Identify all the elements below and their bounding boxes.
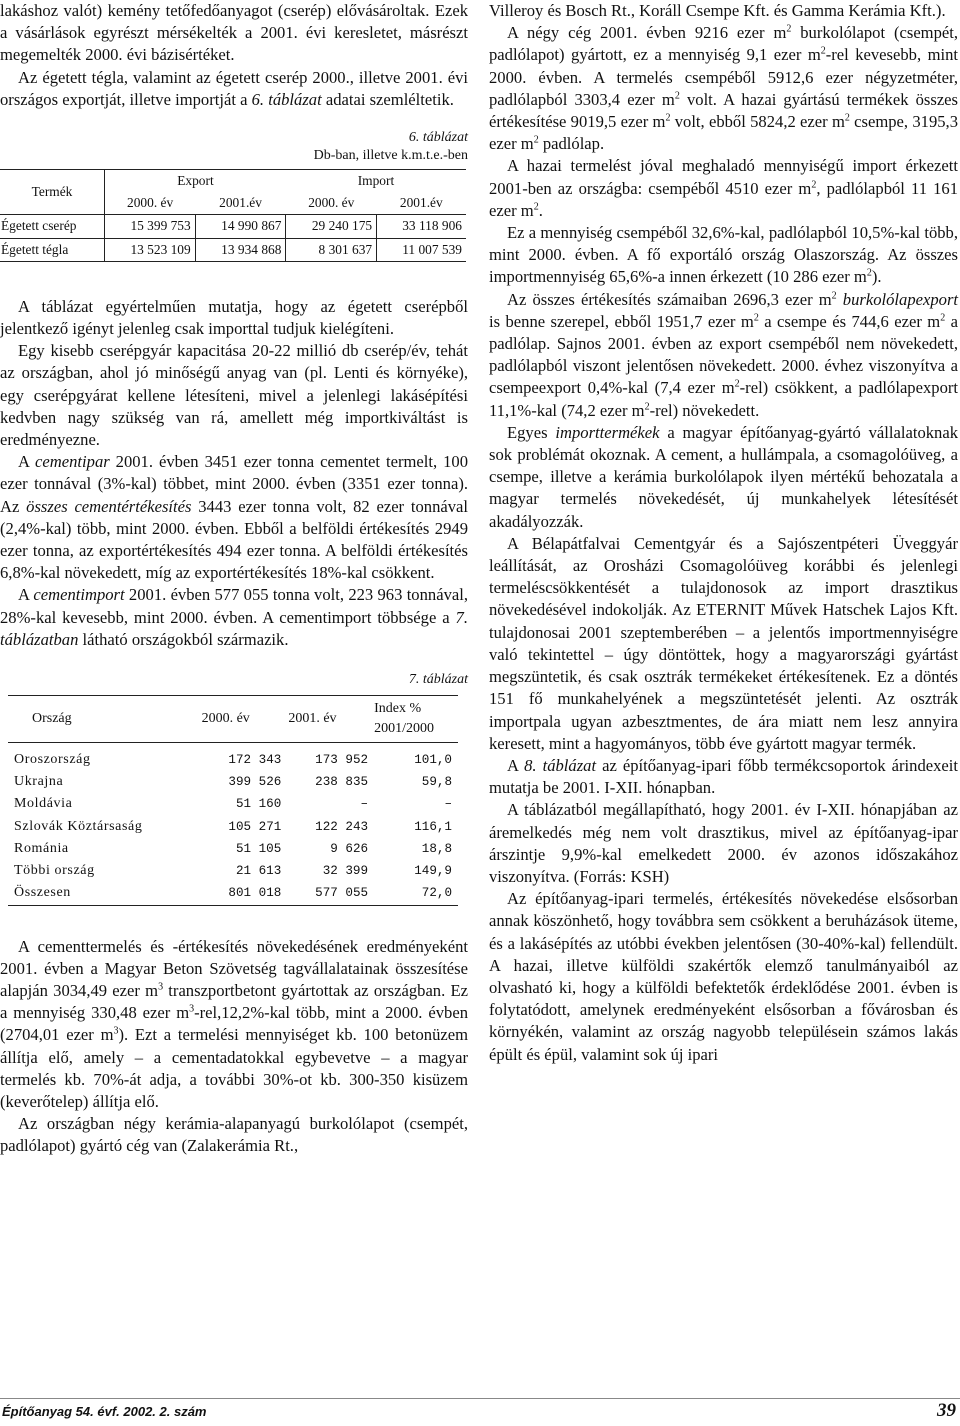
table6-year: 2001.év bbox=[377, 192, 466, 215]
table6-cell: 14 990 867 bbox=[195, 215, 286, 238]
table6-header-product: Termék bbox=[0, 170, 105, 215]
table6-cell: 11 007 539 bbox=[377, 238, 466, 261]
table6-year: 2001.év bbox=[195, 192, 286, 215]
table-row-total: Összesen 801 018 577 055 72,0 bbox=[8, 882, 458, 905]
table-row: Románia 51 105 9 626 18,8 bbox=[14, 840, 452, 856]
table7-header-2001: 2001. év bbox=[287, 696, 374, 743]
table7-header-2000: 2000. év bbox=[201, 696, 288, 743]
table6-cell: 13 523 109 bbox=[105, 238, 196, 261]
right-column bbox=[489, 0, 958, 1066]
table-row: Moldávia 51 160 – – bbox=[14, 796, 452, 812]
paragraph-cement-import: A cementimport 2001. évben 577 055 tonna volt, 223 963 tonnával, 28%-kal kevesebb, mint 2000. évben. A cementimport többsége a 7. táblázatban látható országokból származik. bbox=[0, 585, 468, 649]
table6-header-import: Import bbox=[286, 170, 466, 193]
table6-cell: 13 934 868 bbox=[195, 238, 286, 261]
table-row: Szlovák Köztársaság 105 271 122 243 116,1 bbox=[14, 818, 452, 834]
paragraph-import-problems: Egyes importtermékek a magyar építőanyag-gyártó vállalatoknak sok problémát okoznak. A cement, a hullámpala, a csomagolóüveg, a csempe, illetve a kerámia burkolólapok ilyen mértékű behozatala a magyar termelés növekedését, új munkahelyek létesítését akadályozzák. bbox=[489, 422, 958, 531]
table7-header-country: Ország bbox=[8, 696, 201, 743]
table-row: Többi ország 21 613 32 399 149,9 bbox=[14, 863, 452, 879]
paragraph-import-need: A táblázat egyértelműen mutatja, hogy az égetett cserépből jelentkező igényt jelenleg csak importtal tudjuk kielégíteni. bbox=[0, 296, 468, 339]
paragraph-concrete: A cementtermelés és -értékesítés növekedésének eredményeként 2001. évben a Magyar Beton Szövetség tagvállalatainak összesítése alapján 3034,49 ezer $m^3$ transzportbetont gyártottak az országban. Ez a mennyiség 330,48 ezer $m^3-rel,12,2\%$-kal több, mint a 2000. évben (2704,01 ezer $m^3$). Ezt a termelési mennyiséget kb. 100 betonüzem állítja elő, amely – a cementadatokkal egybevetve – a magyar termelés kb. 70%-át adja, a további 30%-ot kb. 300-350 kisüzem (keverőtelep) állítja elő. bbox=[0, 936, 468, 1111]
paragraph-growth-reasons: Az építőanyag-ipari termelés, értékesítés növekedése elsősorban annak köszönhető, hogy továbbra sem csökkent a beruházások üteme, és a lakásépítés az utóbbi években jelentősen (30-40%-kal) fellendült. A hazai, illetve külföldi szakértők elemző tanulmányaiból az olvasható ki, hogy a külföldi befektetők érdeklődése 2001. évben is folytatódott, amelynek eredményeként elsősorban a fővárosban és környékén, valamint az ország nagyobb településein számos lakás épült és épül, valamint sok új ipari bbox=[489, 889, 958, 1064]
journal-footer: Építőanyag 54. évf. 2002. 2. szám bbox=[2, 1404, 207, 1419]
paragraph-companies-continued: Villeroy és Bosch Rt., Koráll Csempe Kft. és Gamma Kerámia Kft.). bbox=[489, 1, 946, 20]
table-7 bbox=[8, 695, 458, 905]
table-row bbox=[0, 215, 466, 238]
table6-year: 2000. év bbox=[105, 192, 196, 215]
table6-cell: 8 301 637 bbox=[286, 238, 377, 261]
table6-cell: 29 240 175 bbox=[286, 215, 377, 238]
paragraph-tile-import: A hazai termelést jóval meghaladó mennyiségű import érkezett 2001-ben az országba: csempéből 4510 ezer $m^2$, padlólapból 11 161 ezer $m^2$. bbox=[489, 156, 958, 220]
table6-row-name: Égetett tégla bbox=[0, 238, 105, 261]
table6-year: 2000. év bbox=[286, 192, 377, 215]
table7-caption: 7. táblázat bbox=[408, 672, 468, 688]
paragraph-table8-intro: A 8. táblázat az építőanyag-ipari főbb termékcsoportok árindexeit mutatja be 2001. I-XII. hónapban. bbox=[489, 755, 958, 798]
paragraph-price-index: A táblázatból megállapítható, hogy 2001. év I-XII. hónapjában az áremelkedés még nem volt drasztikus, mivel az építőanyag-ipar árszintje 9,9%-kal emelkedett 2000. év azonos időszakához viszonyítva. (Forrás: KSH) bbox=[489, 800, 958, 886]
table6-cell: 15 399 753 bbox=[105, 215, 196, 238]
table8-reference: 8. táblázat bbox=[524, 755, 597, 775]
table6-unit: Db-ban, illetve k.m.t.e.-ben bbox=[313, 148, 468, 164]
footer-divider bbox=[0, 1398, 960, 1399]
table6-caption: 6. táblázat bbox=[408, 130, 468, 146]
paragraph-table6-intro: Az égetett tégla, valamint az égetett cserép 2000., illetve 2001. évi országos exportját, illetve importját a 6. táblázat adatai szemléltetik. bbox=[0, 67, 468, 109]
table6-reference: 6. táblázat bbox=[251, 89, 322, 109]
table-row bbox=[0, 238, 466, 261]
paragraph-tile-factory: Egy kisebb cserépgyár kapacitása 20-22 millió db cserép/év, tehát az országban, ahol jó minőségű anyag van (pl. Lenti és környéke), egy cserépgyárat kellene létesíteni, mivel a jelenlegi lakásépítési kedvben nagy szükség van rá, amellett még importkiváltást is eredményezne. bbox=[0, 341, 468, 450]
paragraph-cement-industry: A cementipar 2001. évben 3451 ezer tonna cementet termelt, 100 ezer tonnával (3%-kal) többet, mint 2000. évben (3351 ezer tonna). Az összes cementértékesítés 3443 ezer tonna volt, 82 ezer tonnával (2,4%-kal) több, mint 2000. évben. Ebből a belföldi értékesítés 2949 ezer tonna, az exportértékesítés 494 ezer tonna. A belföldi értékesítés 6,8%-kal növekedett, míg az exportértékesítés 18%-kal csökkent. bbox=[0, 452, 469, 583]
table6-row-name: Égetett cserép bbox=[0, 215, 105, 238]
paragraph-tile-production: A négy cég 2001. évben 9216 ezer $m^2$ burkolólapot (csempét, padlólapot) gyártott, ez a mennyiség 9,1 ezer $m^2$-rel kevesebb, mint 2000. évben. A termelés csempéből 5912,6 ezer négyzetméter, padlólapból 3303,4 ezer $m^2$ volt. A hazai gyártású termékek összes értékesítése 9019,5 ezer $m^2$ volt, ebből 5824,2 ezer $m^2$ csempe, 3195,3 ezer $m^2$ padlólap. bbox=[489, 23, 959, 154]
paragraph-import-growth: Ez a mennyiség csempéből 32,6%-kal, padlólapból 10,5%-kal több, mint 2000. évben. A fő exportáló ország Olaszország. Az összes importmennyiség 65,6%-a innen érkezett (10 286 ezer $m^2$). bbox=[489, 223, 958, 287]
table-row: Ukrajna 399 526 238 835 59,8 bbox=[14, 774, 452, 790]
table-6 bbox=[0, 169, 466, 262]
paragraph-plant-closures: A Bélapátfalvai Cementgyár és a Sajószentpéteri Üveggyár leállítását, az Orosházi Csomagolóüveg korábbi és jelenlegi termeléscsökkentését a tulajdonosok az import drasztikus növekedésével indokolják. Az ETERNIT Művek Hatschek Lajos Kft. tulajdonosai 2001 szeptemberében – a jelentős importmennyiségre való tekintettel – úgy döntöttek, hogy a magyarországi gyártást megszüntetik, és csak osztrák termékeket értékesítenek. Ez a döntés 151 fő munkahelyének a megszüntetését jelenti. Az osztrák importpala ugyan azbesztmentes, de ára miatt nem lesz annyira keresett, mint a hagyományos, több éve gyártott magyar termék. bbox=[489, 533, 958, 753]
table6-cell: 33 118 906 bbox=[377, 215, 466, 238]
table7-header-index: Index % 2001/2000 bbox=[374, 696, 458, 743]
paragraph-intro-continued: lakáshoz valót) kemény tetőfedőanyagot (cserép) elővásároltak. Ezek a vásárlások egyrészt mérsékelték a 2001. évi keresletet, másrészt megemelték 2000. évi bázisértéket. bbox=[0, 1, 468, 65]
page-number: 39 bbox=[937, 1400, 956, 1421]
table6-header-export: Export bbox=[105, 170, 286, 193]
table-row: Oroszország 172 343 173 952 101,0 bbox=[14, 752, 452, 768]
left-column bbox=[0, 0, 468, 1158]
paragraph-ceramic-companies: Az országban négy kerámia-alapanyagú burkolólapot (csempét, padlólapot) gyártó cég van (Zalakerámia Rt., bbox=[0, 1114, 468, 1156]
paragraph-tile-export: Az összes értékesítés számaiban 2696,3 ezer $m^2$ burkolólapexport is benne szerepel, ebből 1951,7 ezer $m^2$ a csempe és 744,6 ezer $m^2$ a padlólap. Sajnos 2001. évben az export csempéből nem növekedett, padlólapból viszont jelentősen növekedett. 2000. évhez viszonyítva a csempeexport 0,4%-kal (7,4 ezer $m^2-rel$) csökkent, a padlólapexport 11,1%-kal (74,2 ezer $m^2-rel$) növekedett. bbox=[489, 289, 959, 420]
table7-reference: 7. táblázatban bbox=[0, 607, 468, 649]
